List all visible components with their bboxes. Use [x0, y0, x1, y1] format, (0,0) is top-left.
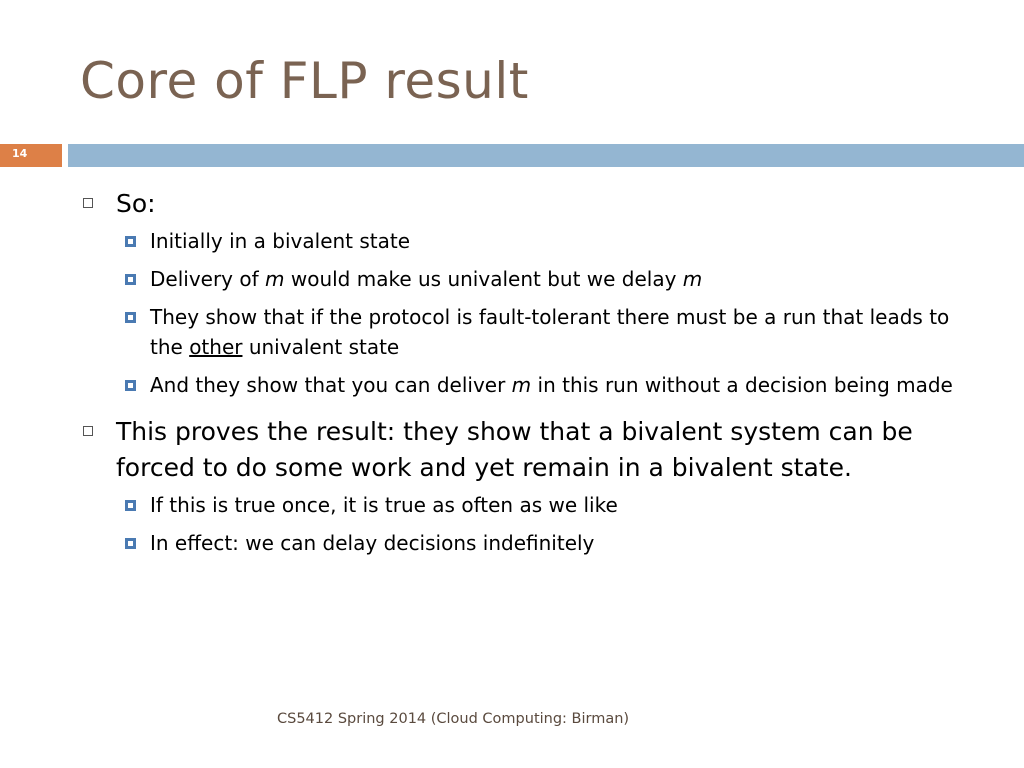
header-bar [68, 144, 1024, 167]
bullet-proves-result [80, 414, 980, 486]
square-bullet-icon [125, 380, 136, 391]
slide-content [80, 186, 980, 566]
sub-bullet-fault-tolerant [80, 302, 980, 362]
slide-footer: CS5412 Spring 2014 (Cloud Computing: Birman) [277, 711, 630, 727]
square-bullet-icon [125, 274, 136, 285]
square-bullet-icon [125, 538, 136, 549]
bullet-text: This proves the result: they show that a bivalent system can be forced to do some work and yet remain in a bivalent state. [116, 417, 913, 482]
hollow-square-bullet-icon [83, 198, 93, 208]
sub-bullet-initially [80, 226, 980, 256]
bullet-text: univalent state [242, 335, 400, 359]
bullet-italic-m: m [511, 373, 532, 397]
bullet-italic-m: m [265, 267, 285, 291]
bullet-text: In effect: we can delay decisions indefinitely [150, 531, 595, 555]
slide-number-badge [0, 144, 62, 167]
square-bullet-icon [125, 500, 136, 511]
sub-bullet-in-effect [80, 528, 980, 558]
bullet-text: Delivery of [150, 267, 266, 291]
bullet-text: in this run without a decision being made [531, 373, 953, 397]
bullet-italic-m: m [682, 267, 703, 291]
slide-number: 14 [12, 147, 28, 160]
bullet-text: And they show that you can deliver [150, 373, 512, 397]
bullet-text: Initially in a bivalent state [150, 229, 411, 253]
bullet-text: They show that if the protocol is fault-tolerant there must be a run that leads to the [150, 305, 950, 359]
bullet-so [80, 186, 980, 222]
bullet-text: So: [116, 189, 156, 218]
slide-title: Core of FLP result [80, 52, 529, 110]
bullet-text: If this is true once, it is true as often as we like [150, 493, 618, 517]
square-bullet-icon [125, 236, 136, 247]
square-bullet-icon [125, 312, 136, 323]
hollow-square-bullet-icon [83, 426, 93, 436]
sub-bullet-true-once [80, 490, 980, 520]
bullet-underlined-other: other [189, 335, 243, 359]
sub-bullet-delivery [80, 264, 980, 294]
bullet-text: would make us univalent but we delay [284, 267, 683, 291]
sub-bullet-deliver-m [80, 370, 980, 400]
